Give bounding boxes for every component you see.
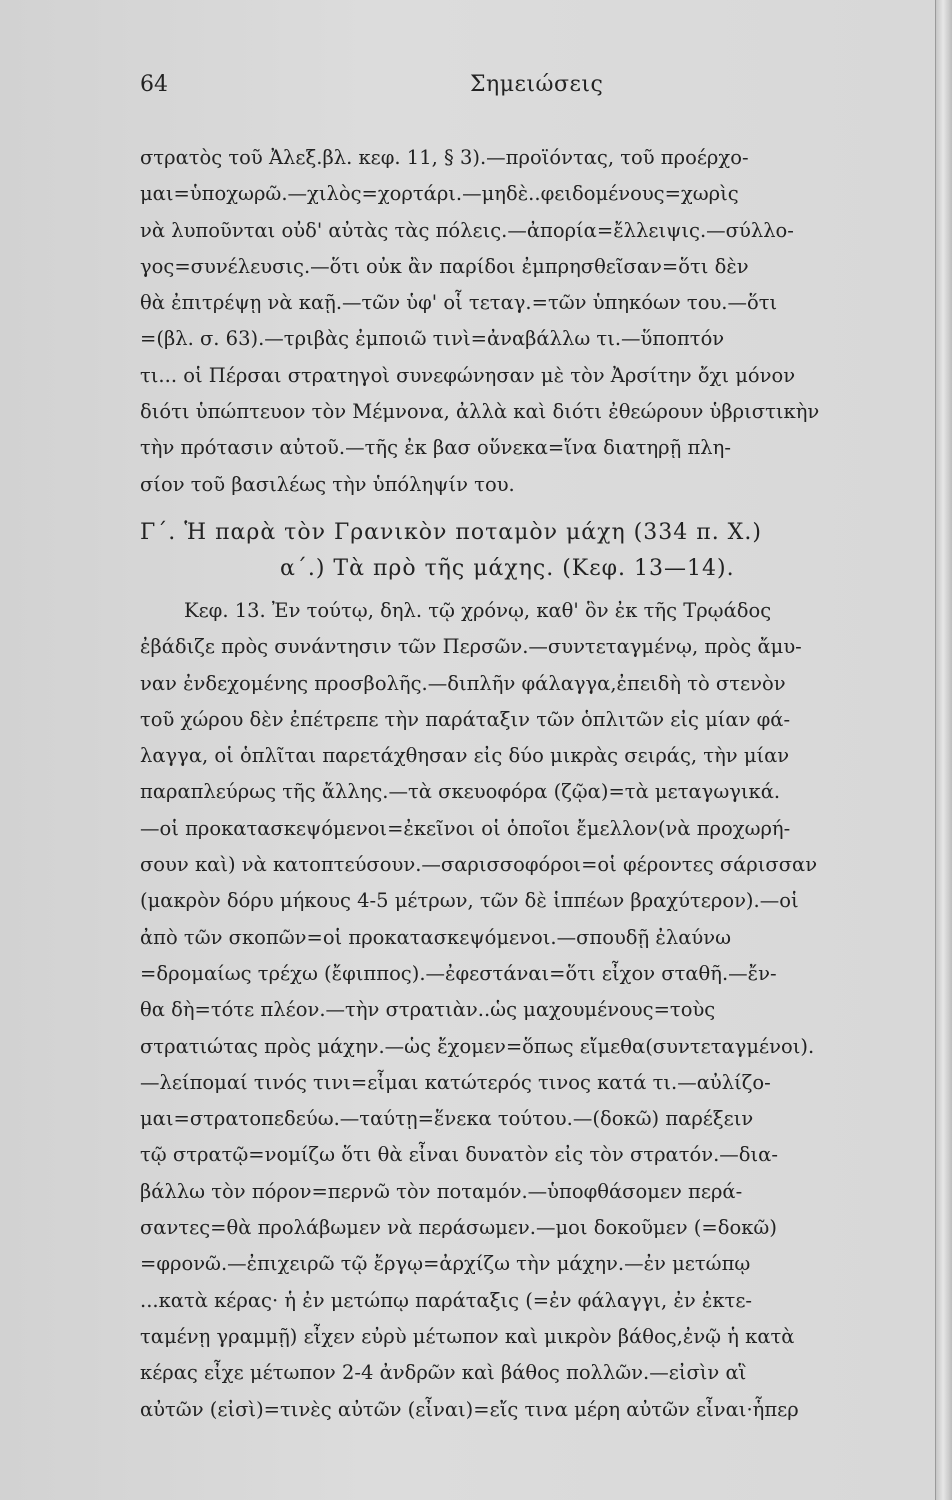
text-line: ταμένῃ γραμμῇ) εἶχεν εὐρὺ μέτωπον καὶ μικρὸν βάθος,ἐνῷ ἡ κατὰ (140, 1324, 795, 1348)
text-line: στρατὸς τοῦ Ἀλεξ.βλ. κεφ. 11, § 3).—προϊόντας, τοῦ προέρχο- (140, 146, 749, 169)
text-line: (μακρὸν δόρυ μήκους 4-5 μέτρων, τῶν δὲ ἱππέων βραχύτερον).—οἱ (140, 889, 799, 913)
text-line: =(βλ. σ. 63).—τριβὰς ἐμποιῶ τινὶ=ἀναβάλλω τι.—ὕποπτόν (140, 327, 725, 351)
text-line: ...κατὰ κέρας· ἡ ἐν μετώπῳ παράταξις (=ἐν φάλαγγι, ἐν ἐκτε- (140, 1288, 753, 1312)
text-line: κέρας εἶχε μέτωπον 2-4 ἀνδρῶν καὶ βάθος πολλῶν.—εἰσὶν αἳ (140, 1361, 747, 1385)
text-line: τὴν πρότασιν αὐτοῦ.—τῆς ἐκ βασ οὕνεκα=ἵνα διατηρῇ πλη- (140, 436, 731, 460)
text-line: τι... οἱ Πέρσαι στρατηγοὶ συνεφώνησαν μὲ τὸν Ἀρσίτην ὄχι μόνον (140, 363, 796, 387)
running-title: Σημειώσεις (470, 72, 604, 97)
text-line: θα δὴ=τότε πλέον.—τὴν στρατιὰν..ὡς μαχουμένους=τοὺς (140, 998, 716, 1022)
text-line: =δρομαίως τρέχω (ἔφιππος).—ἐφεστάναι=ὅτι εἶχον σταθῆ.—ἔν- (140, 961, 777, 985)
text-line: αὐτῶν (εἰσὶ)=τινὲς αὐτῶν (εἶναι)=εἴς τινα μέρη αὐτῶν εἶναι·ἧπερ (140, 1397, 799, 1421)
page-number: 64 (140, 72, 168, 97)
body-text (140, 140, 912, 1428)
text-line: τῷ στρατῷ=νομίζω ὅτι θὰ εἶναι δυνατὸν εἰς τὸν στρατόν.—δια- (140, 1143, 778, 1167)
section-subtitle: α΄.) Τὰ πρὸ τῆς μάχης. (Κεφ. 13—14). (280, 555, 735, 581)
text-line: λαγγα, οἱ ὁπλῖται παρετάχθησαν εἰς δύο μικρὰς σειράς, τὴν μίαν (140, 744, 790, 768)
section-title: Γ΄. Ἡ παρὰ τὸν Γρανικὸν ποταμὸν μάχη (334 π. Χ.) (140, 519, 762, 545)
book-spine-edge (935, 0, 952, 1500)
text-line: τοῦ χώρου δὲν ἐπέτρεπε τὴν παράταξιν τῶν ὁπλιτῶν εἰς μίαν φά- (140, 707, 791, 731)
text-line: μαι=ὑποχωρῶ.—χιλὸς=χορτάρι.—μηδὲ..φειδομένους=χωρὶς (140, 182, 739, 206)
text-line: ναν ἐνδεχομένης προσβολῆς.—διπλῆν φάλαγγα,ἐπειδὴ τὸ στενὸν (140, 671, 786, 695)
section-heading (140, 515, 912, 587)
text-line: —οἱ προκατασκεψόμενοι=ἐκεῖνοι οἱ ὁποῖοι ἔμελλον(νὰ προχωρή- (140, 816, 791, 840)
paragraph-notes-1 (140, 140, 912, 503)
text-line: βάλλω τὸν πόρον=περνῶ τὸν ποταμόν.—ὑποφθάσομεν περά- (140, 1179, 743, 1203)
text-line: γος=συνέλευσις.—ὅτι οὐκ ἂν παρίδοι ἐμπρησθεῖσαν=ὅτι δὲν (140, 254, 749, 278)
text-line: ἀπὸ τῶν σκοπῶν=οἱ προκατασκεψόμενοι.—σπουδῇ ἐλαύνω (140, 925, 732, 949)
text-line: νὰ λυποῦνται οὐδ' αὐτὰς τὰς πόλεις.—ἀπορία=ἔλλειψις.—σύλλο- (140, 218, 794, 242)
text-line: παραπλεύρως τῆς ἄλλης.—τὰ σκευοφόρα (ζῷα)=τὰ μεταγωγικά. (140, 780, 781, 804)
text-line: ἐβάδιζε πρὸς συνάντησιν τῶν Περσῶν.—συντεταγμένῳ, πρὸς ἄμυ- (140, 635, 802, 659)
text-line: σίον τοῦ βασιλέως τὴν ὑπόληψίν του. (140, 472, 515, 496)
text-line: σαντες=θὰ προλάβωμεν νὰ περάσωμεν.—μοι δοκοῦμεν (=δοκῶ) (140, 1216, 777, 1240)
text-line: θὰ ἐπιτρέψῃ νὰ καῇ.—τῶν ὑφ' οἷ τεταγ.=τῶν ὑπηκόων του.—ὅτι (140, 291, 778, 315)
page-header (140, 72, 910, 108)
text-line: —λείπομαί τινός τινι=εἶμαι κατώτερός τινος κατά τι.—αὐλίζο- (140, 1070, 771, 1094)
text-line: σουν καὶ) νὰ κατοπτεύσουν.—σαρισσοφόροι=οἱ φέροντες σάρισσαν (140, 853, 818, 877)
text-line: Κεφ. 13. Ἐν τούτῳ, δηλ. τῷ χρόνῳ, καθ' ὃν ἐκ τῆς Τρῳάδος (184, 598, 772, 622)
text-line: =φρονῶ.—ἐπιχειρῶ τῷ ἔργῳ=ἀρχίζω τὴν μάχην.—ἐν μετώπῳ (140, 1252, 751, 1276)
paragraph-notes-2 (140, 593, 912, 1428)
text-line: στρατιώτας πρὸς μάχην.—ὡς ἔχομεν=ὅπως εἴμεθα(συντεταγμένοι). (140, 1034, 815, 1058)
text-line: διότι ὑπώπτευον τὸν Μέμνονα, ἀλλὰ καὶ διότι ἐθεώρουν ὑβριστικὴν (140, 400, 820, 424)
text-line: μαι=στρατοπεδεύω.—ταύτῃ=ἕνεκα τούτου.—(δοκῶ) παρέξειν (140, 1107, 754, 1131)
